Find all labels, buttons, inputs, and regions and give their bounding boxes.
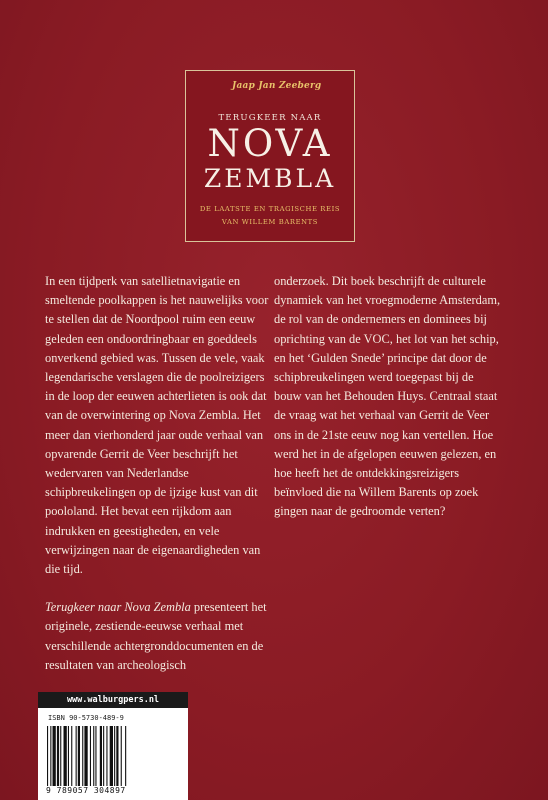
barcode-bar: [68, 726, 69, 786]
blurb-column-left: [45, 272, 275, 675]
barcode-block: [38, 692, 188, 800]
barcode-bar: [103, 726, 104, 786]
barcode-bar: [57, 726, 59, 786]
barcode-bar: [84, 726, 87, 786]
barcode-bar: [114, 726, 115, 786]
barcode-bar: [100, 726, 102, 786]
barcode-bar: [82, 726, 83, 786]
book-title-italic: Terugkeer naar Nova Zembla: [45, 600, 191, 615]
blurb-paragraph: In een tijdperk van satellietnavigatie en smeltende poolkappen is het nauwelijks voor te stellen dat de Noordpool ruim een eeuw geleden een ondoordringbaar en goeddeels onverkend gebied was. Tussen de vele, vaak legendarische verslagen die de poolreizigers in de loop der eeuwen achterlieten is ook dat van de overwintering op Nova Zembla. Het meer dan vierhonderd jaar oude verhaal van opvarende Gerrit de Veer beschrijft het wedervaren van Nederlandse schipbreukelingen op de ijzige kust van dit poololand. Het bevat een rijkdom aan indrukken en geestigheden, en vele verwijzingen naar de eigenaardigheden van die tijd.: [45, 274, 269, 577]
pre-title: TERUGKEER NAAR: [218, 113, 322, 123]
tagline: [186, 203, 354, 229]
title-main: NOVA: [207, 122, 333, 165]
tagline-line1: DE LAATSTE EN TRAGISCHE REIS: [199, 205, 341, 213]
barcode-bar: [76, 726, 77, 786]
barcode-bar: [71, 726, 72, 786]
barcode-bar: [125, 726, 126, 786]
title-sub: ZEMBLA: [203, 164, 337, 193]
barcode-bar: [50, 726, 51, 786]
barcode-bar: [116, 726, 118, 786]
barcode-bar: [47, 726, 48, 786]
blurb-paragraph: onderzoek. Dit boek beschrijft de culturele dynamiek van het vroegmoderne Amsterdam, de rol van de ondernemers en dominees bij oprichting van de VOC, het lot van het schip, en het ‘Gulden Snede’ principe dat door de schipbreukelingen werd toegepast bij de bouw van het Behouden Huys. Centraal staat de vraag wat het verhaal van Gerrit de Veer ons in de 21ste eeuw nog kan vertellen. Hoe werd het in de afgelopen eeuwen gelezen, en hoe heeft het de ontdekkingsreizigers beïnvloed die na Willem Barents op zoek gingen naar de gedroomde verten?: [274, 274, 501, 519]
blurb-column-right: [274, 272, 504, 522]
tagline-line2: VAN WILLEM BARENTS: [221, 218, 319, 226]
barcode-icon: [46, 726, 180, 786]
barcode-bar: [110, 726, 113, 786]
title-box: [185, 70, 355, 242]
isbn-text: ISBN 90-5730-489-9: [48, 714, 124, 722]
barcode-bar: [106, 726, 107, 786]
barcode-bar: [93, 726, 94, 786]
barcode-bar: [121, 726, 122, 786]
barcode-bar: [95, 726, 96, 786]
barcode-bar: [60, 726, 61, 786]
barcode-bar: [53, 726, 56, 786]
publisher-website[interactable]: www.walburgpers.nl: [38, 692, 188, 708]
barcode-bar: [64, 726, 67, 786]
blurb-paragraph: [45, 598, 275, 675]
barcode-bar: [90, 726, 91, 786]
barcode-number: 9 789057 304897: [46, 786, 126, 795]
barcode-bar: [78, 726, 80, 786]
blurb-text: presenteert het originele, zestiende-eeuwse verhaal met verschillende achtergronddocumenten en de resultaten van archeologisch: [45, 600, 267, 672]
author-name: Jaap Jan Zeeberg: [232, 81, 322, 91]
